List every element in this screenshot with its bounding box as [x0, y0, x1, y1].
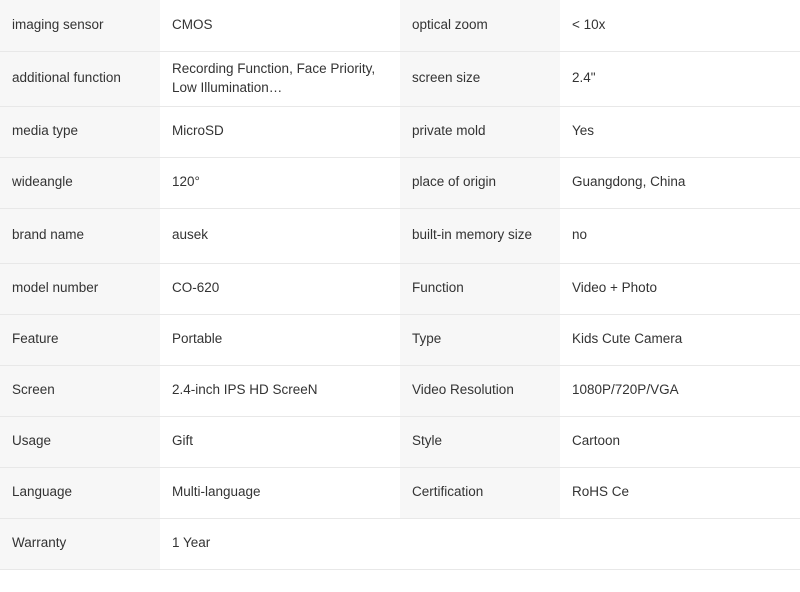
spec-value: 2.4" [560, 51, 800, 106]
table-row [0, 314, 800, 365]
spec-value: 1080P/720P/VGA [560, 365, 800, 416]
spec-label: Language [0, 467, 160, 518]
spec-value: Kids Cute Camera [560, 314, 800, 365]
spec-value: Multi-language [160, 467, 400, 518]
table-row [0, 518, 800, 569]
spec-label-empty [400, 518, 560, 569]
table-row [0, 51, 800, 106]
spec-value: CMOS [160, 0, 400, 51]
spec-label: Screen [0, 365, 160, 416]
spec-value: Cartoon [560, 416, 800, 467]
spec-value: CO-620 [160, 263, 400, 314]
spec-label: Video Resolution [400, 365, 560, 416]
spec-label: media type [0, 106, 160, 157]
spec-value: Recording Function, Face Priority, Low Illumination… [160, 51, 400, 106]
spec-label: Function [400, 263, 560, 314]
spec-label: Certification [400, 467, 560, 518]
spec-value: Gift [160, 416, 400, 467]
spec-label: imaging sensor [0, 0, 160, 51]
table-row [0, 157, 800, 208]
spec-value: Video + Photo [560, 263, 800, 314]
table-row [0, 416, 800, 467]
spec-value: 2.4-inch IPS HD ScreeN [160, 365, 400, 416]
spec-label: optical zoom [400, 0, 560, 51]
spec-value: 120° [160, 157, 400, 208]
spec-label: Usage [0, 416, 160, 467]
spec-label: wideangle [0, 157, 160, 208]
spec-label: Feature [0, 314, 160, 365]
spec-label: Type [400, 314, 560, 365]
spec-label: Warranty [0, 518, 160, 569]
spec-value: RoHS Ce [560, 467, 800, 518]
spec-value: MicroSD [160, 106, 400, 157]
spec-label: screen size [400, 51, 560, 106]
spec-label: private mold [400, 106, 560, 157]
spec-value-empty [560, 518, 800, 569]
spec-value: Portable [160, 314, 400, 365]
table-row [0, 263, 800, 314]
table-row [0, 467, 800, 518]
spec-value: Guangdong, China [560, 157, 800, 208]
table-row [0, 208, 800, 263]
spec-label: built-in memory size [400, 208, 560, 263]
spec-label: additional function [0, 51, 160, 106]
spec-value: 1 Year [160, 518, 400, 569]
spec-value: ausek [160, 208, 400, 263]
table-row [0, 365, 800, 416]
spec-label: Style [400, 416, 560, 467]
spec-value: < 10x [560, 0, 800, 51]
spec-label: place of origin [400, 157, 560, 208]
spec-value: no [560, 208, 800, 263]
spec-label: brand name [0, 208, 160, 263]
spec-value: Yes [560, 106, 800, 157]
table-row [0, 106, 800, 157]
table-row [0, 0, 800, 51]
spec-label: model number [0, 263, 160, 314]
